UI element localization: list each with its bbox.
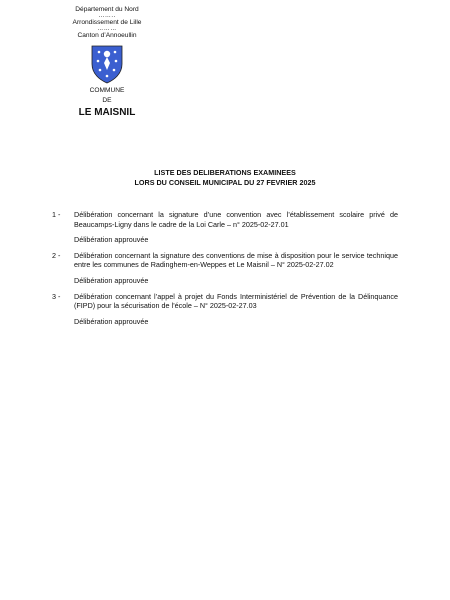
item-text: Délibération concernant la signature des conventions de mise à disposition pour le service technique entre les communes de Radinghem-en-Weppes et Le Maisnil – N° 2025-02-27.02	[74, 250, 398, 270]
item-status: Délibération approuvée	[74, 316, 149, 326]
item-status: Délibération approuvée	[74, 235, 149, 245]
canton-label: Canton d’Annoeullin	[77, 32, 137, 40]
item-text: Délibération concernant la signature d’une convention avec l’établissement scolaire privé de Beaucamps-Ligny dans le cadre de la Loi Carle – n° 2025-02-27.01	[74, 210, 398, 229]
commune-name: LE MAISNIL	[78, 106, 136, 118]
list-item	[52, 210, 398, 245]
item-number: 3 -	[52, 291, 61, 301]
de-label: DE	[102, 97, 112, 105]
item-number: 2 -	[52, 250, 61, 260]
separator-dots: ………	[97, 26, 117, 33]
coat-of-arms-icon	[90, 44, 124, 84]
arrondissement-label: Arrondissement de Lille	[72, 19, 142, 27]
deliberation-list	[52, 210, 398, 332]
item-status: Délibération approuvée	[74, 275, 149, 285]
document-title	[0, 168, 450, 187]
item-number: 1 -	[52, 210, 61, 219]
separator-dots: ……..	[98, 13, 116, 20]
list-item	[52, 251, 398, 286]
title-line-2: LORS DU CONSEIL MUNICIPAL DU 27 FEVRIER 2025	[134, 177, 316, 187]
letterhead	[52, 6, 162, 119]
department-label: Département du Nord	[75, 6, 139, 13]
list-item	[52, 292, 398, 327]
commune-label: COMMUNE	[89, 86, 125, 94]
item-text: Délibération concernant l’appel à projet du Fonds Interministériel de Prévention de la Délinquance (FIPD) pour la sécurisation de l’école – N° 2025-02-27.03	[74, 291, 398, 311]
title-line-1: LISTE DES DELIBERATIONS EXAMINEES	[154, 168, 296, 177]
